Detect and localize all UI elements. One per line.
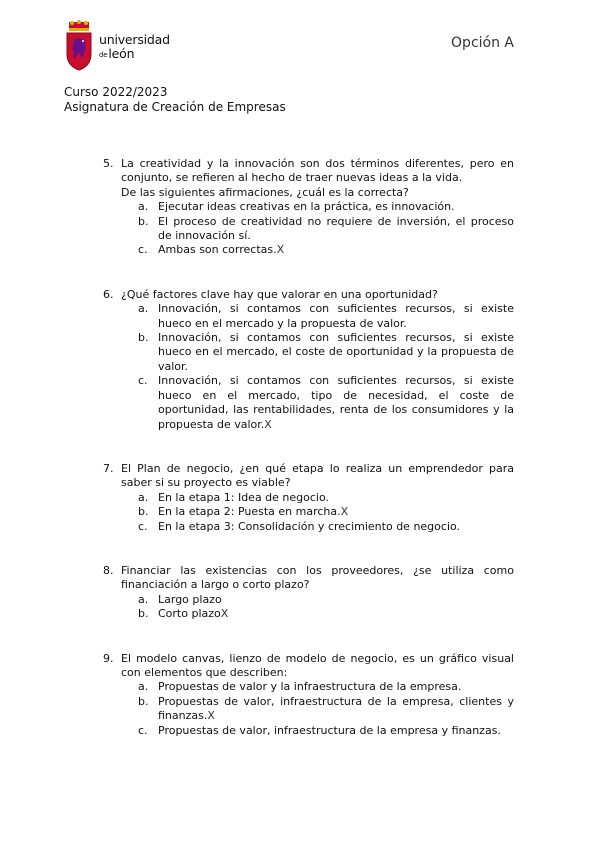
question-8 — [103, 564, 514, 622]
option-letter: c. — [138, 723, 148, 737]
option-text: Innovación, si contamos con suficientes recursos, si existe hueco en el mercado, el coste de oportunidad y la propuesta de valor. — [158, 331, 514, 373]
option-b — [138, 607, 514, 621]
option-text: En la etapa 1: Idea de negocio. — [158, 490, 330, 504]
university-logo — [64, 20, 174, 76]
question-list — [103, 157, 514, 768]
exam-option: Opción A — [451, 35, 514, 51]
option-letter: c. — [138, 374, 148, 388]
crest-icon — [64, 20, 94, 72]
option-list — [103, 302, 514, 432]
answer-mark: X — [220, 607, 229, 621]
option-b — [138, 215, 514, 244]
option-b — [138, 695, 514, 724]
university-name-de: de — [99, 51, 108, 59]
option-list — [103, 680, 514, 738]
question-6 — [103, 288, 514, 432]
option-letter: a. — [138, 200, 149, 214]
option-letter: a. — [138, 302, 149, 316]
university-name — [99, 33, 170, 62]
option-text: Innovación, si contamos con suficientes recursos, si existe hueco en el mercado y la propuesta de valor. — [158, 302, 514, 330]
option-text: Propuestas de valor y la infraestructura de la empresa. — [158, 680, 462, 694]
option-text: En la etapa 2: Puesta en marcha. — [158, 505, 341, 519]
answer-mark: X — [276, 243, 285, 257]
option-c — [138, 520, 514, 534]
course-year: Curso 2022/2023 — [64, 85, 168, 99]
question-number: 5. — [103, 157, 114, 170]
option-letter: b. — [138, 607, 149, 621]
option-letter: b. — [138, 214, 149, 228]
option-c — [138, 374, 514, 432]
option-list — [103, 593, 514, 622]
university-name-line2: león — [108, 46, 135, 61]
answer-mark: X — [340, 505, 349, 519]
option-a — [138, 491, 514, 505]
option-a — [138, 593, 514, 607]
question-text: Financiar las existencias con los proveedores, ¿se utiliza como financiación a largo o corto plazo? — [121, 563, 514, 592]
subject-name: Asignatura de Creación de Empresas — [64, 100, 286, 114]
option-b — [138, 505, 514, 519]
option-a — [138, 680, 514, 694]
question-text: ¿Qué factores clave hay que valorar en una oportunidad? — [121, 287, 438, 301]
option-b — [138, 331, 514, 374]
option-text: Ambas son correctas. — [158, 243, 277, 257]
option-text: Innovación, si contamos con suficientes recursos, si existe hueco en el mercado, tipo de necesidad, el coste de oportunidad, las rentabilidades, renta de los consumidores y la propuesta de valor. — [158, 374, 514, 431]
question-5 — [103, 157, 514, 258]
question-subtext: De las siguientes afirmaciones, ¿cuál es la correcta? — [121, 185, 409, 199]
option-c — [138, 724, 514, 738]
option-text: El proceso de creatividad no requiere de inversión, el proceso de innovación sí. — [158, 214, 514, 243]
option-text: Ejecutar ideas creativas en la práctica, es innovación. — [158, 200, 455, 214]
option-letter: a. — [138, 680, 149, 694]
option-letter: c. — [138, 243, 148, 257]
question-9 — [103, 652, 514, 738]
question-text: La creatividad y la innovación son dos términos diferentes, pero en conjunto, se refieren al hecho de traer nuevas ideas a la vida. — [121, 157, 514, 185]
university-name-line1: universidad — [99, 32, 170, 47]
option-list — [103, 491, 514, 534]
option-text: Propuestas de valor, infraestructura de la empresa, clientes y finanzas. — [158, 694, 514, 723]
option-letter: c. — [138, 519, 148, 533]
option-letter: b. — [138, 331, 149, 345]
option-letter: a. — [138, 490, 149, 504]
option-c — [138, 243, 514, 257]
question-number: 7. — [103, 461, 114, 475]
option-text: Propuestas de valor, infraestructura de la empresa y finanzas. — [158, 723, 501, 737]
course-info — [64, 85, 286, 115]
option-letter: b. — [138, 505, 149, 519]
question-number: 6. — [103, 287, 114, 301]
answer-mark: X — [207, 709, 215, 723]
question-text: El Plan de negocio, ¿en qué etapa lo realiza un emprendedor para saber si su proyecto es viable? — [121, 461, 514, 490]
option-list — [103, 200, 514, 258]
option-text: Largo plazo — [158, 592, 222, 606]
option-letter: a. — [138, 592, 149, 606]
question-number: 8. — [103, 563, 114, 577]
option-letter: b. — [138, 694, 149, 708]
option-a — [138, 200, 514, 214]
question-number: 9. — [103, 651, 114, 665]
question-text: El modelo canvas, lienzo de modelo de negocio, es un gráfico visual con elementos que describen: — [121, 651, 514, 679]
option-text: En la etapa 3: Consolidación y crecimiento de negocio. — [158, 519, 461, 533]
answer-mark: X — [264, 417, 272, 431]
option-a — [138, 302, 514, 331]
question-7 — [103, 462, 514, 534]
option-text: Corto plazo — [158, 607, 221, 621]
